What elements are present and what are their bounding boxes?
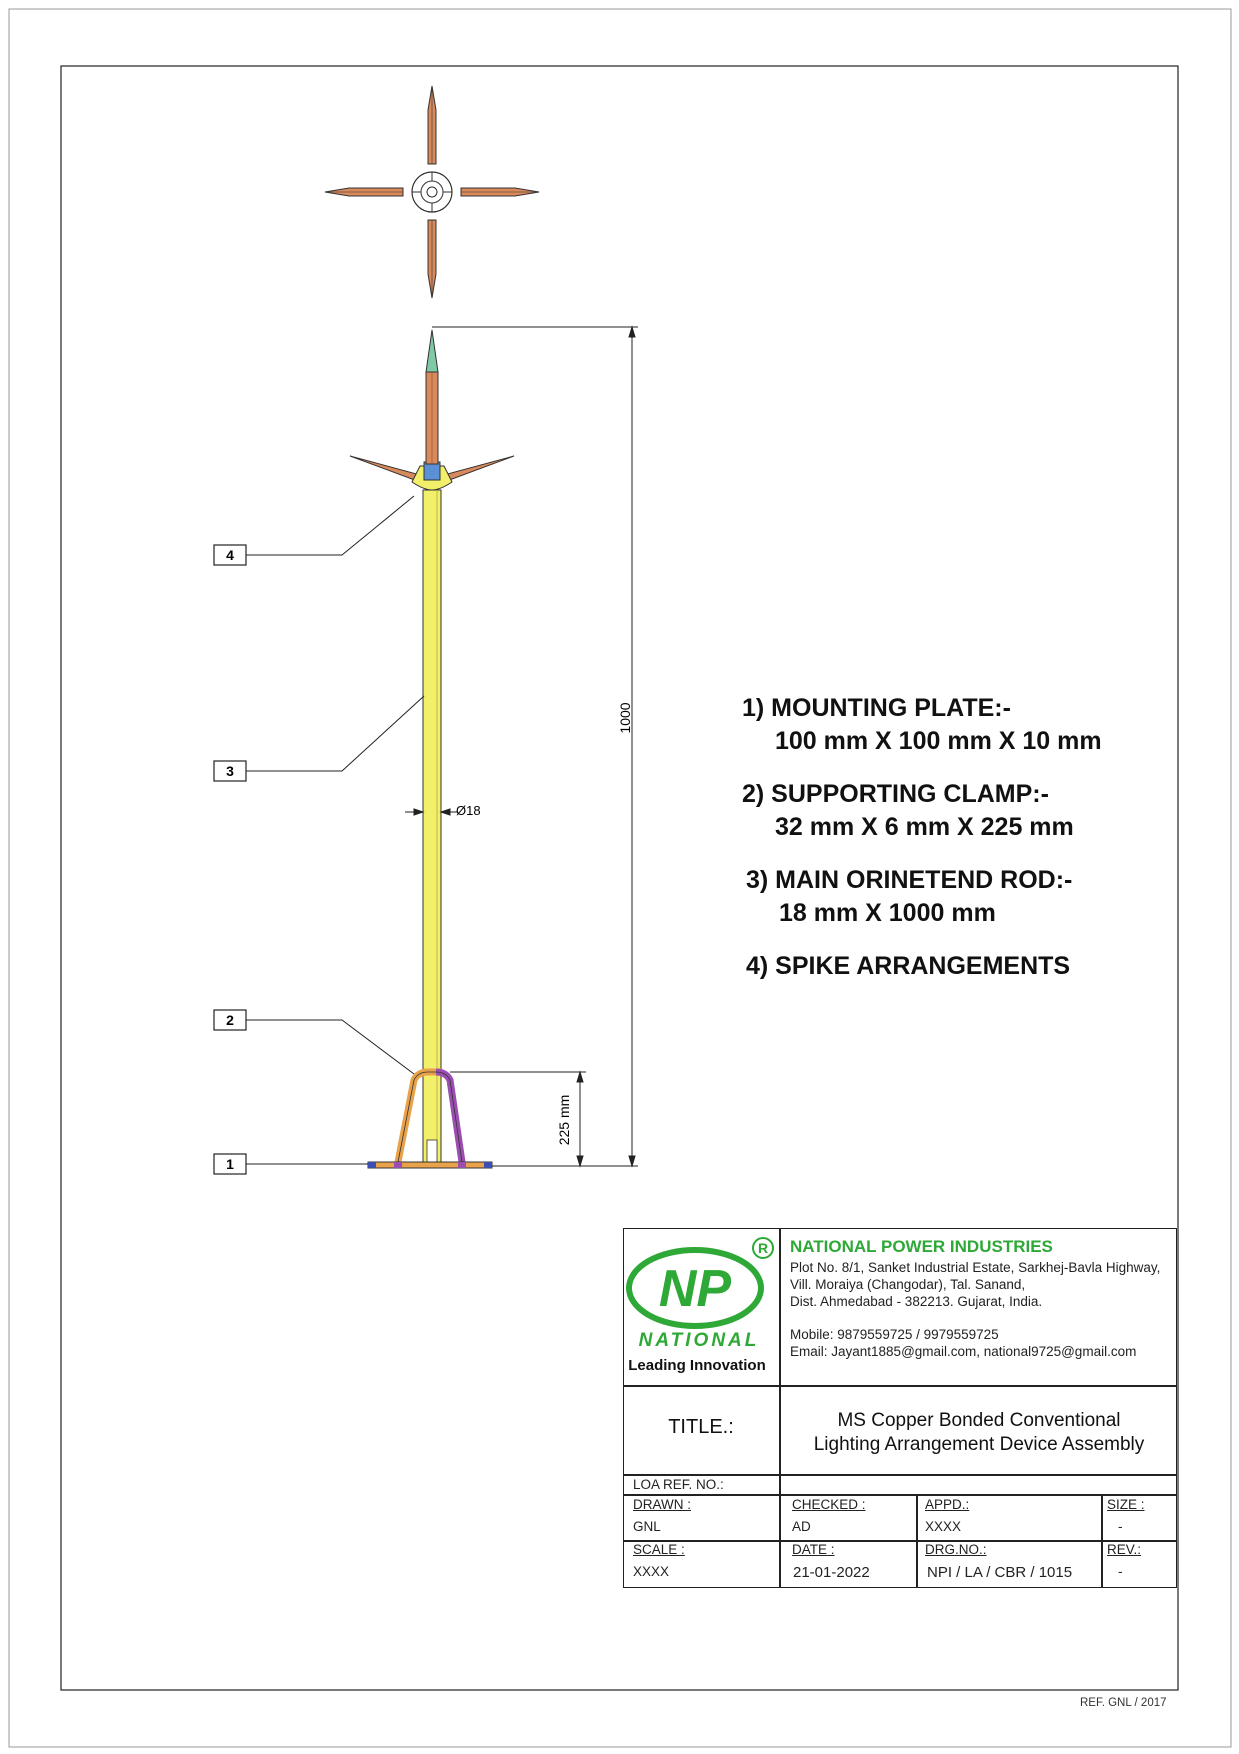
note-main-rod bbox=[746, 864, 1162, 930]
note-2-title: 2) SUPPORTING CLAMP:- bbox=[742, 780, 1049, 808]
balloon-1-label: 1 bbox=[226, 1156, 234, 1172]
drawn-value: GNL bbox=[633, 1519, 661, 1534]
approved-value: XXXX bbox=[925, 1519, 962, 1534]
reference-number: REF. GNL / 2017 bbox=[1080, 1697, 1167, 1709]
drawn-label: DRAWN : bbox=[633, 1497, 691, 1512]
scale-value: XXXX bbox=[633, 1564, 670, 1579]
drawing-title-line-2: Lighting Arrangement Device Assembly bbox=[813, 1434, 1145, 1455]
note-3-spec: 18 mm X 1000 mm bbox=[779, 899, 996, 927]
tb-divider-loa-bottom bbox=[623, 1494, 1177, 1496]
company-logo bbox=[623, 1228, 779, 1386]
logo-tagline: Leading Innovation bbox=[628, 1357, 766, 1374]
checked-value: AD bbox=[792, 1519, 811, 1534]
dimension-height-label: 1000 bbox=[617, 702, 633, 734]
size-label: SIZE : bbox=[1107, 1497, 1145, 1512]
revision-label: REV.: bbox=[1107, 1542, 1142, 1557]
balloon-4-label: 4 bbox=[226, 547, 234, 563]
company-address-1: Plot No. 8/1, Sanket Industrial Estate, Sarkhej-Bavla Highway, bbox=[790, 1260, 1161, 1275]
logo-mark: NP bbox=[658, 1260, 732, 1318]
registered-mark: R bbox=[757, 1240, 769, 1256]
balloon-2-label: 2 bbox=[226, 1012, 234, 1028]
approved-label: APPD.: bbox=[925, 1497, 970, 1512]
date-label: DATE : bbox=[792, 1542, 835, 1557]
size-value: - bbox=[1118, 1519, 1123, 1534]
balloon-1 bbox=[214, 1154, 246, 1174]
dimension-clamp-height-label: 225 mm bbox=[556, 1094, 572, 1146]
note-spike-arrangement bbox=[746, 950, 1162, 983]
company-mobile: Mobile: 9879559725 / 9979559725 bbox=[790, 1327, 999, 1342]
balloon-3-label: 3 bbox=[226, 763, 234, 779]
note-2-spec: 32 mm X 6 mm X 225 mm bbox=[775, 813, 1074, 841]
tb-divider-row bbox=[623, 1540, 1177, 1542]
top-view bbox=[325, 86, 539, 298]
balloon-4 bbox=[214, 545, 246, 565]
drawing-title bbox=[781, 1409, 1177, 1457]
balloon-2 bbox=[214, 1010, 246, 1030]
checked-label: CHECKED : bbox=[792, 1497, 866, 1512]
note-3-title: 3) MAIN ORINETEND ROD:- bbox=[746, 866, 1073, 894]
drawing-number-label: DRG.NO.: bbox=[925, 1542, 987, 1557]
logo-wordmark: NATIONAL bbox=[638, 1330, 760, 1351]
note-1-title: 1) MOUNTING PLATE:- bbox=[742, 694, 1011, 722]
company-name: NATIONAL POWER INDUSTRIES bbox=[790, 1237, 1053, 1256]
parts-notes bbox=[742, 692, 1162, 1003]
dimension-diameter-label: Ø18 bbox=[456, 803, 481, 818]
company-address-2: Vill. Moraiya (Changodar), Tal. Sanand, bbox=[790, 1277, 1026, 1292]
note-4-title: 4) SPIKE ARRANGEMENTS bbox=[746, 952, 1071, 980]
tb-divider-col1 bbox=[779, 1474, 781, 1588]
date-value: 21-01-2022 bbox=[793, 1564, 870, 1581]
note-supporting-clamp bbox=[742, 778, 1162, 844]
balloon-3 bbox=[214, 761, 246, 781]
title-label: TITLE.: bbox=[668, 1416, 734, 1438]
leader-lines bbox=[246, 496, 424, 1164]
revision-value: - bbox=[1118, 1564, 1123, 1579]
tb-divider-loa-top bbox=[623, 1474, 1177, 1476]
tb-divider-logo bbox=[779, 1228, 781, 1386]
note-1-spec: 100 mm X 100 mm X 10 mm bbox=[775, 727, 1102, 755]
drawing-number-value: NPI / LA / CBR / 1015 bbox=[927, 1564, 1073, 1581]
scale-label: SCALE : bbox=[633, 1542, 685, 1557]
loa-ref-label: LOA REF. NO.: bbox=[633, 1477, 724, 1492]
company-info bbox=[790, 1237, 1174, 1360]
front-view bbox=[350, 330, 514, 1168]
note-mounting-plate bbox=[742, 692, 1162, 758]
company-address-3: Dist. Ahmedabad - 382213. Gujarat, India. bbox=[790, 1294, 1043, 1309]
company-email: Email: Jayant1885@gmail.com, national9725@gmail.com bbox=[790, 1344, 1137, 1359]
drawing-title-line-1: MS Copper Bonded Conventional bbox=[837, 1410, 1121, 1431]
